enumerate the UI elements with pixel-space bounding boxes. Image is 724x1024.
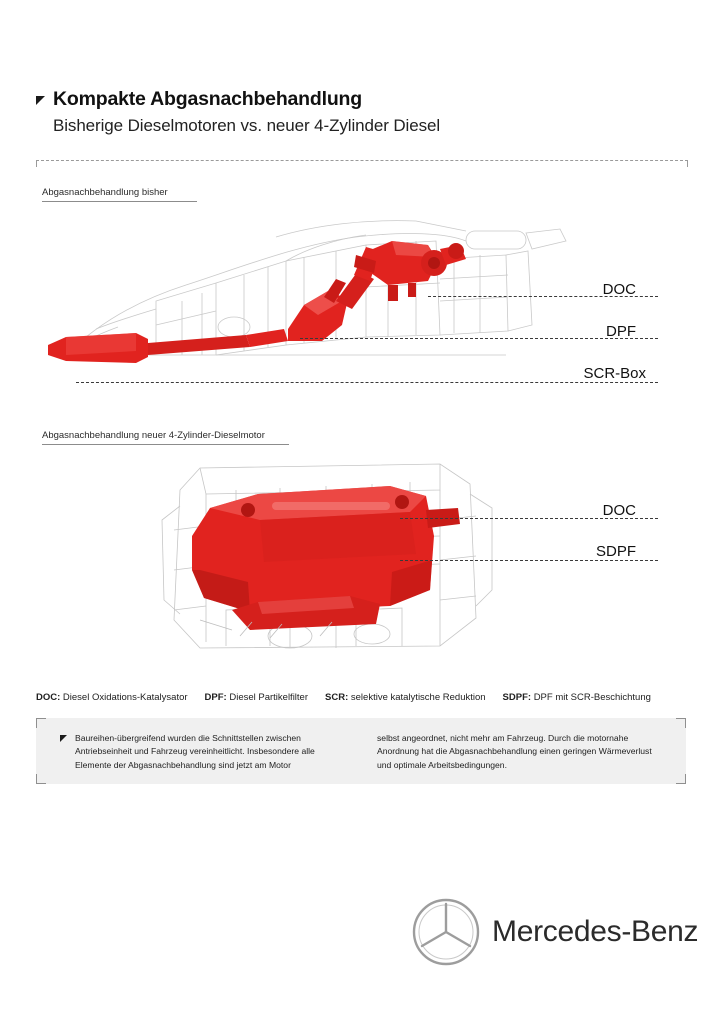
footnote-column-right: selbst angeordnet, nicht mehr am Fahrzeug. Durch die motornahe Anordnung hat die Abgasnachbehandlung einen geringen Wärmeverlust und optimale Arbeitsbedingungen. bbox=[377, 733, 652, 770]
abbreviation-dpf: DPF: Diesel Partikelfilter bbox=[204, 692, 309, 703]
footnote-columns bbox=[75, 732, 653, 772]
callout-line-scrbox-1 bbox=[76, 382, 658, 383]
divider-cap-left bbox=[36, 160, 37, 167]
footnote-column-left: Baureihen-übergreifend wurden die Schnittstellen zwischen Antriebseinheit und Fahrzeug vereinheitlicht. Insbesondere alle Elemente der Abgasnachbehandlung sind jetzt am Motor bbox=[75, 733, 315, 770]
callout-label-doc-1: DOC bbox=[602, 281, 636, 298]
box-corner-top-left bbox=[36, 718, 46, 728]
exhaust-system-highlight bbox=[48, 241, 466, 363]
abbreviation-doc: DOC: Diesel Oxidations-Katalysator bbox=[36, 692, 188, 703]
brand-name: Mercedes-Benz bbox=[492, 915, 699, 948]
box-corner-top-right bbox=[676, 718, 686, 728]
divider-cap-right bbox=[687, 160, 688, 167]
callout-label-doc-2: DOC bbox=[602, 502, 636, 519]
footnote-content bbox=[60, 732, 668, 772]
header-divider bbox=[36, 160, 688, 161]
abbreviation-legend bbox=[36, 692, 688, 703]
triangle-bullet-icon bbox=[36, 96, 45, 105]
section-label-underline bbox=[42, 201, 197, 202]
page-header bbox=[36, 88, 688, 136]
footnote-box bbox=[36, 718, 686, 784]
abbreviation-scr: SCR: selektive katalytische Reduktion bbox=[325, 692, 486, 703]
engine-block-highlight bbox=[192, 486, 460, 630]
callout-line-sdpf-2 bbox=[400, 560, 658, 561]
section-label-previous: Abgasnachbehandlung bisher bbox=[42, 187, 197, 202]
title-row bbox=[36, 88, 688, 110]
page-subtitle: Bisherige Dieselmotoren vs. neuer 4-Zylinder Diesel bbox=[53, 116, 441, 136]
triangle-bullet-icon-note bbox=[60, 735, 67, 742]
abbreviation-sdpf: SDPF: DPF mit SCR-Beschichtung bbox=[502, 692, 651, 703]
box-corner-bottom-left bbox=[36, 774, 46, 784]
callout-label-scrbox-1: SCR-Box bbox=[583, 365, 646, 382]
mercedes-star-icon bbox=[412, 898, 480, 966]
section-label-underline-2 bbox=[42, 444, 289, 445]
brand-lockup bbox=[412, 898, 698, 966]
page-title: Kompakte Abgasnachbehandlung bbox=[53, 88, 362, 110]
illustration-previous-system bbox=[36, 205, 596, 385]
callout-label-dpf-1: DPF bbox=[606, 323, 636, 340]
section-label-new: Abgasnachbehandlung neuer 4-Zylinder-Dieselmotor bbox=[42, 430, 289, 445]
box-corner-bottom-right bbox=[676, 774, 686, 784]
callout-label-sdpf-2: SDPF bbox=[595, 543, 636, 560]
illustration-new-engine bbox=[140, 450, 560, 665]
